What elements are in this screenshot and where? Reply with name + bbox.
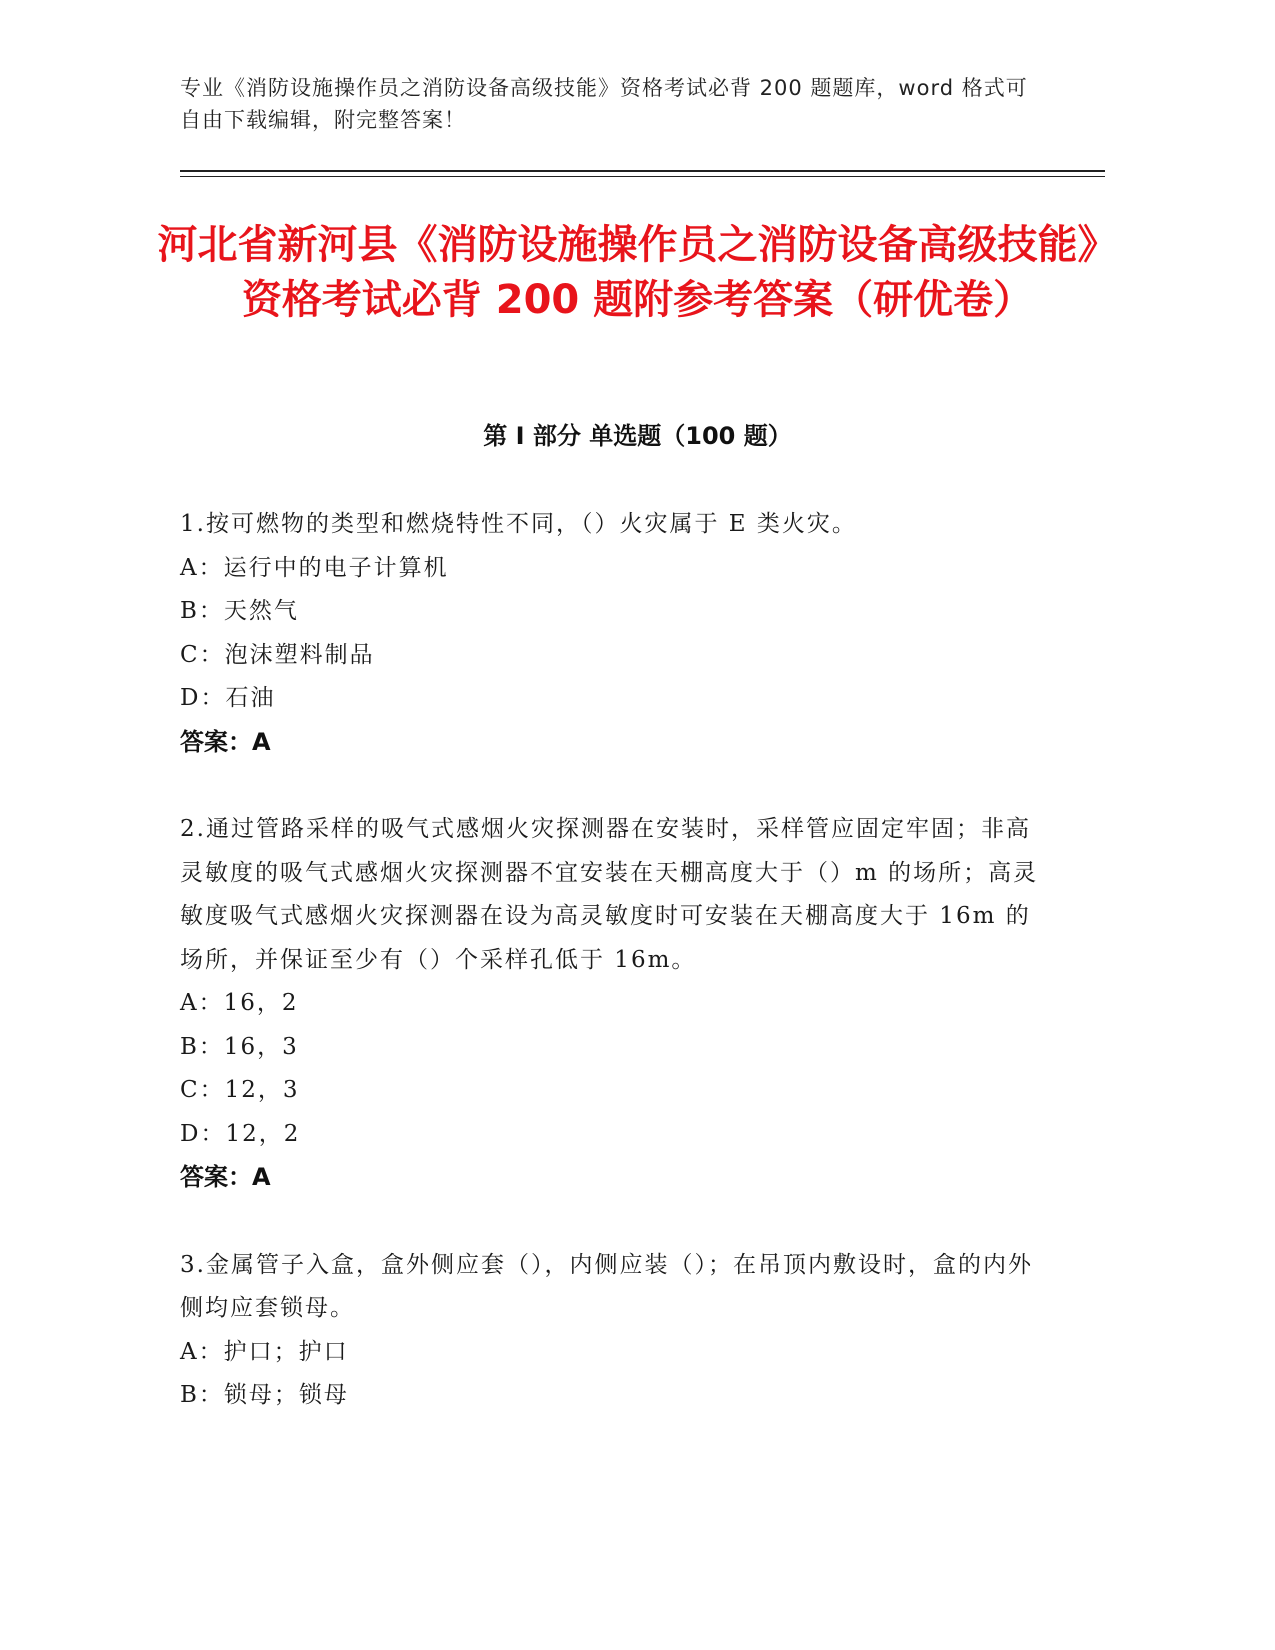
option-a: A：运行中的电子计算机 <box>180 554 449 581</box>
header-note: 专业《消防设施操作员之消防设备高级技能》资格考试必背 200 题题库，word 格式可自由下载编辑，附完整答案！ <box>180 76 1028 132</box>
question-3 <box>180 1244 1040 1418</box>
question-1 <box>180 503 1040 764</box>
option-a: A：护口；护口 <box>180 1338 349 1365</box>
option-b: B：16，3 <box>180 1033 299 1060</box>
option-b: B：天然气 <box>180 598 299 624</box>
header-divider-thin <box>180 176 1105 177</box>
section-title: 第 I 部分 单选题（100 题） <box>483 422 792 450</box>
question-stem: 3.金属管子入盒，盒外侧应套（），内侧应装（）；在吊顶内敷设时，盒的内外侧均应套锁母。 <box>180 1251 1033 1321</box>
answer: 答案：A <box>180 727 271 756</box>
option-c: C：泡沫塑料制品 <box>180 641 375 668</box>
question-stem: 1.按可燃物的类型和燃烧特性不同，（）火灾属于 E 类火灾。 <box>180 511 857 537</box>
option-b: B：锁母；锁母 <box>180 1382 349 1408</box>
question-list <box>180 503 1040 1462</box>
option-c: C：12，3 <box>180 1077 300 1103</box>
question-stem: 2.通过管路采样的吸气式感烟火灾探测器在安装时，采样管应固定牢固；非高灵敏度的吸气式感烟火灾探测器不宜安装在天棚高度大于（）m 的场所；高灵敏度吸气式感烟火灾探测器在设为高灵敏度时可安装在天棚高度大于 16m 的场所，并保证至少有（）个采样孔低于 16m。 <box>180 816 1039 973</box>
answer: 答案：A <box>180 1163 271 1191</box>
question-2 <box>180 808 1040 1200</box>
option-a: A：16，2 <box>180 990 299 1016</box>
option-d: D：12，2 <box>180 1120 301 1147</box>
document-title: 河北省新河县《消防设施操作员之消防设备高级技能》资格考试必背 200 题附参考答案（研优卷） <box>157 222 1118 323</box>
header-divider-thick <box>180 170 1105 172</box>
option-d: D：石油 <box>180 685 276 711</box>
